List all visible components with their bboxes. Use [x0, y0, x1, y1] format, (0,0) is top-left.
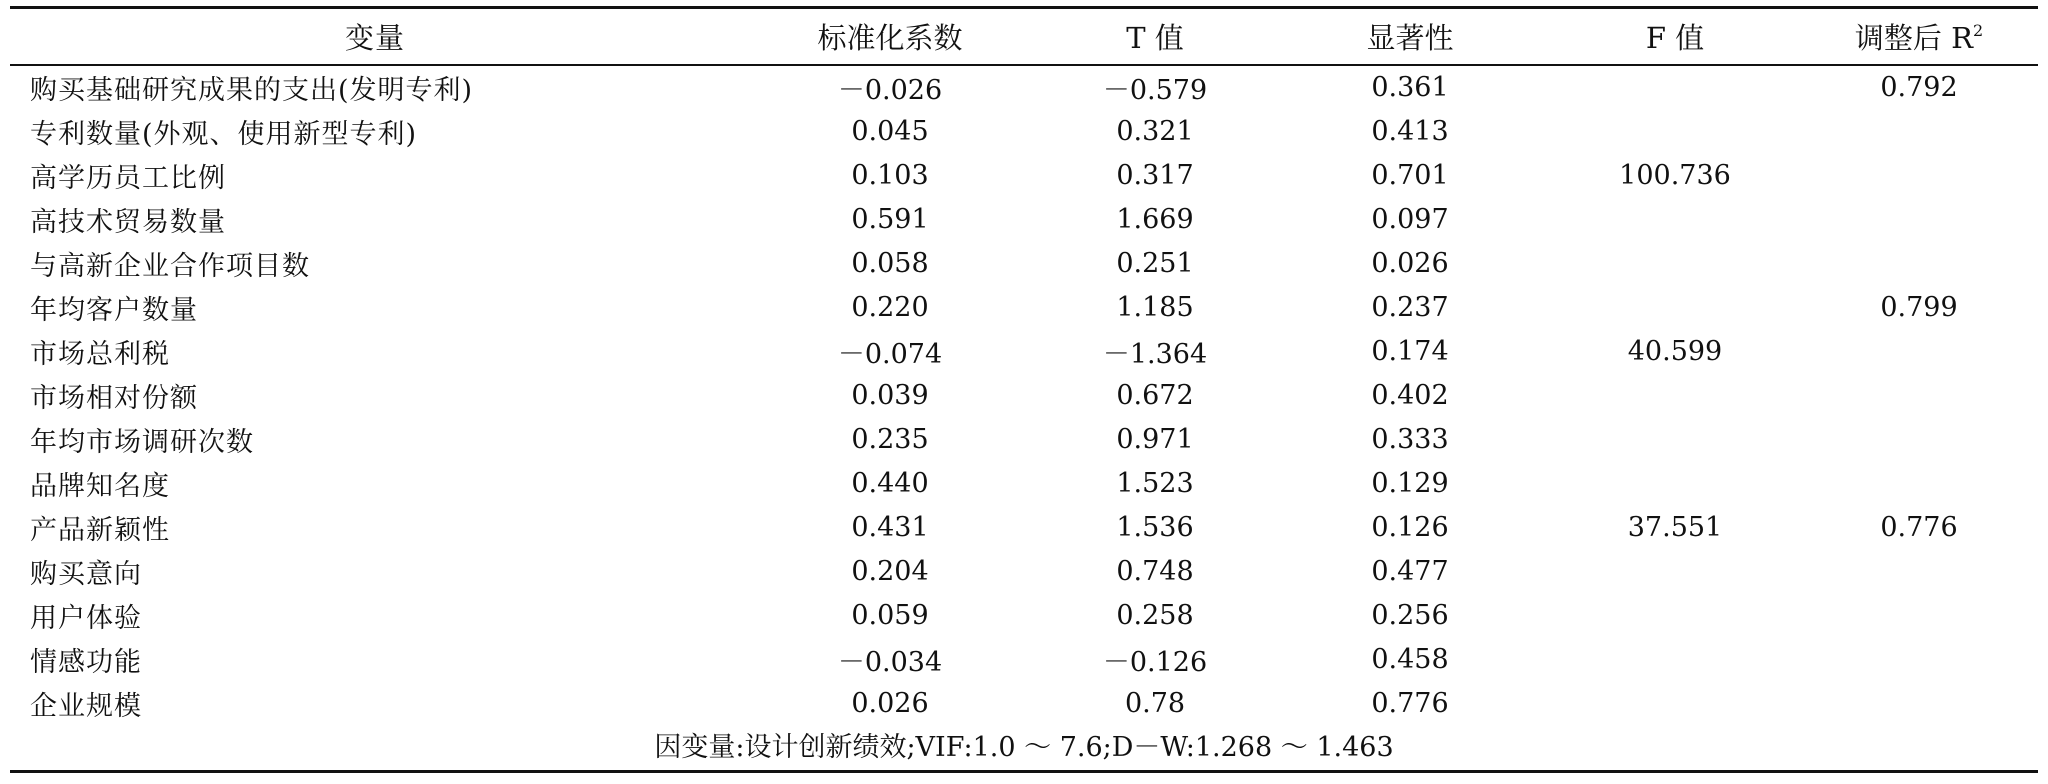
cell-std-coef: 0.591	[851, 204, 929, 235]
cell-f: 100.736	[1619, 160, 1731, 191]
cell-f: 37.551	[1627, 512, 1723, 543]
cell-t: －0.579	[1102, 75, 1208, 106]
cell-variable: 高技术贸易数量	[30, 207, 226, 238]
cell-std-coef: 0.431	[851, 512, 929, 543]
cell-variable: 品牌知名度	[30, 471, 170, 502]
cell-sig: 0.402	[1371, 380, 1449, 411]
table-row	[10, 110, 2038, 154]
cell-t: 0.748	[1116, 556, 1194, 587]
cell-std-coef: －0.026	[837, 75, 943, 106]
cell-std-coef: 0.235	[851, 424, 929, 455]
cell-variable: 与高新企业合作项目数	[30, 251, 310, 282]
cell-std-coef: 0.059	[851, 600, 929, 631]
cell-variable: 产品新颖性	[30, 515, 170, 546]
table-row	[10, 462, 2038, 506]
cell-t: －1.364	[1102, 339, 1208, 370]
header-significance: 显著性	[1366, 21, 1454, 55]
cell-t: 1.536	[1116, 512, 1194, 543]
cell-t: 0.78	[1124, 688, 1186, 719]
cell-variable: 企业规模	[30, 691, 142, 722]
table-row	[10, 638, 2038, 682]
table-row	[10, 682, 2038, 726]
cell-variable: 高学历员工比例	[30, 163, 226, 194]
cell-sig: 0.477	[1371, 556, 1449, 587]
cell-variable: 专利数量(外观、使用新型专利)	[30, 119, 418, 150]
table-row	[10, 550, 2038, 594]
table-row	[10, 594, 2038, 638]
cell-sig: 0.256	[1371, 600, 1449, 631]
regression-table	[10, 6, 2038, 773]
table-row	[10, 66, 2038, 110]
cell-t: 0.317	[1116, 160, 1194, 191]
table-row	[10, 286, 2038, 330]
cell-t: 1.185	[1116, 292, 1194, 323]
cell-std-coef: 0.103	[851, 160, 929, 191]
cell-sig: 0.333	[1371, 424, 1449, 455]
cell-sig: 0.413	[1371, 116, 1449, 147]
table-row	[10, 374, 2038, 418]
header-variable: 变量	[344, 21, 405, 55]
table-row	[10, 242, 2038, 286]
table-row	[10, 198, 2038, 242]
header-adj-r2	[1800, 16, 2038, 57]
header-f-value: F 值	[1645, 21, 1705, 55]
table-body	[10, 66, 2038, 726]
cell-t: 0.251	[1116, 248, 1194, 279]
header-adj-r2-superscript: 2	[1972, 21, 1984, 40]
header-t-value: T 值	[1126, 21, 1184, 55]
cell-std-coef: 0.220	[851, 292, 929, 323]
cell-variable: 年均市场调研次数	[30, 427, 254, 458]
cell-r2: 0.799	[1880, 292, 1958, 323]
bottom-rule	[10, 770, 2038, 773]
table-row	[10, 506, 2038, 550]
cell-std-coef: －0.074	[837, 339, 943, 370]
cell-variable: 年均客户数量	[30, 295, 198, 326]
cell-t: 0.672	[1116, 380, 1194, 411]
cell-r2: 0.792	[1880, 72, 1958, 103]
cell-std-coef: 0.204	[851, 556, 929, 587]
cell-t: 0.258	[1116, 600, 1194, 631]
cell-sig: 0.097	[1371, 204, 1449, 235]
table-footnote: 因变量:设计创新绩效;VIF:1.0 ～ 7.6;D－W:1.268 ～ 1.463	[654, 731, 1394, 763]
cell-sig: 0.701	[1371, 160, 1449, 191]
cell-sig: 0.361	[1371, 72, 1449, 103]
cell-std-coef: 0.058	[851, 248, 929, 279]
cell-sig: 0.237	[1371, 292, 1449, 323]
cell-variable: 购买意向	[30, 559, 142, 590]
cell-variable: 情感功能	[30, 647, 142, 678]
cell-f: 40.599	[1627, 336, 1723, 367]
cell-t: 0.971	[1116, 424, 1194, 455]
table-row	[10, 330, 2038, 374]
header-adj-r2-label: 调整后 R	[1854, 21, 1973, 55]
cell-sig: 0.126	[1371, 512, 1449, 543]
cell-std-coef: 0.039	[851, 380, 929, 411]
cell-t: 1.523	[1116, 468, 1194, 499]
cell-r2: 0.776	[1880, 512, 1958, 543]
cell-variable: 市场总利税	[30, 339, 170, 370]
cell-std-coef: 0.440	[851, 468, 929, 499]
cell-std-coef: 0.026	[851, 688, 929, 719]
cell-sig: 0.026	[1371, 248, 1449, 279]
cell-variable: 用户体验	[30, 603, 142, 634]
cell-sig: 0.174	[1371, 336, 1449, 367]
cell-std-coef: 0.045	[851, 116, 929, 147]
cell-std-coef: －0.034	[837, 647, 943, 678]
header-row	[10, 9, 2038, 64]
cell-variable: 购买基础研究成果的支出(发明专利)	[30, 75, 474, 106]
table-row	[10, 418, 2038, 462]
table-row	[10, 154, 2038, 198]
header-std-coef: 标准化系数	[817, 21, 963, 55]
cell-variable: 市场相对份额	[30, 383, 198, 414]
cell-sig: 0.129	[1371, 468, 1449, 499]
cell-t: 0.321	[1116, 116, 1194, 147]
cell-sig: 0.776	[1371, 688, 1449, 719]
cell-sig: 0.458	[1371, 644, 1449, 675]
cell-t: －0.126	[1102, 647, 1208, 678]
cell-t: 1.669	[1116, 204, 1194, 235]
